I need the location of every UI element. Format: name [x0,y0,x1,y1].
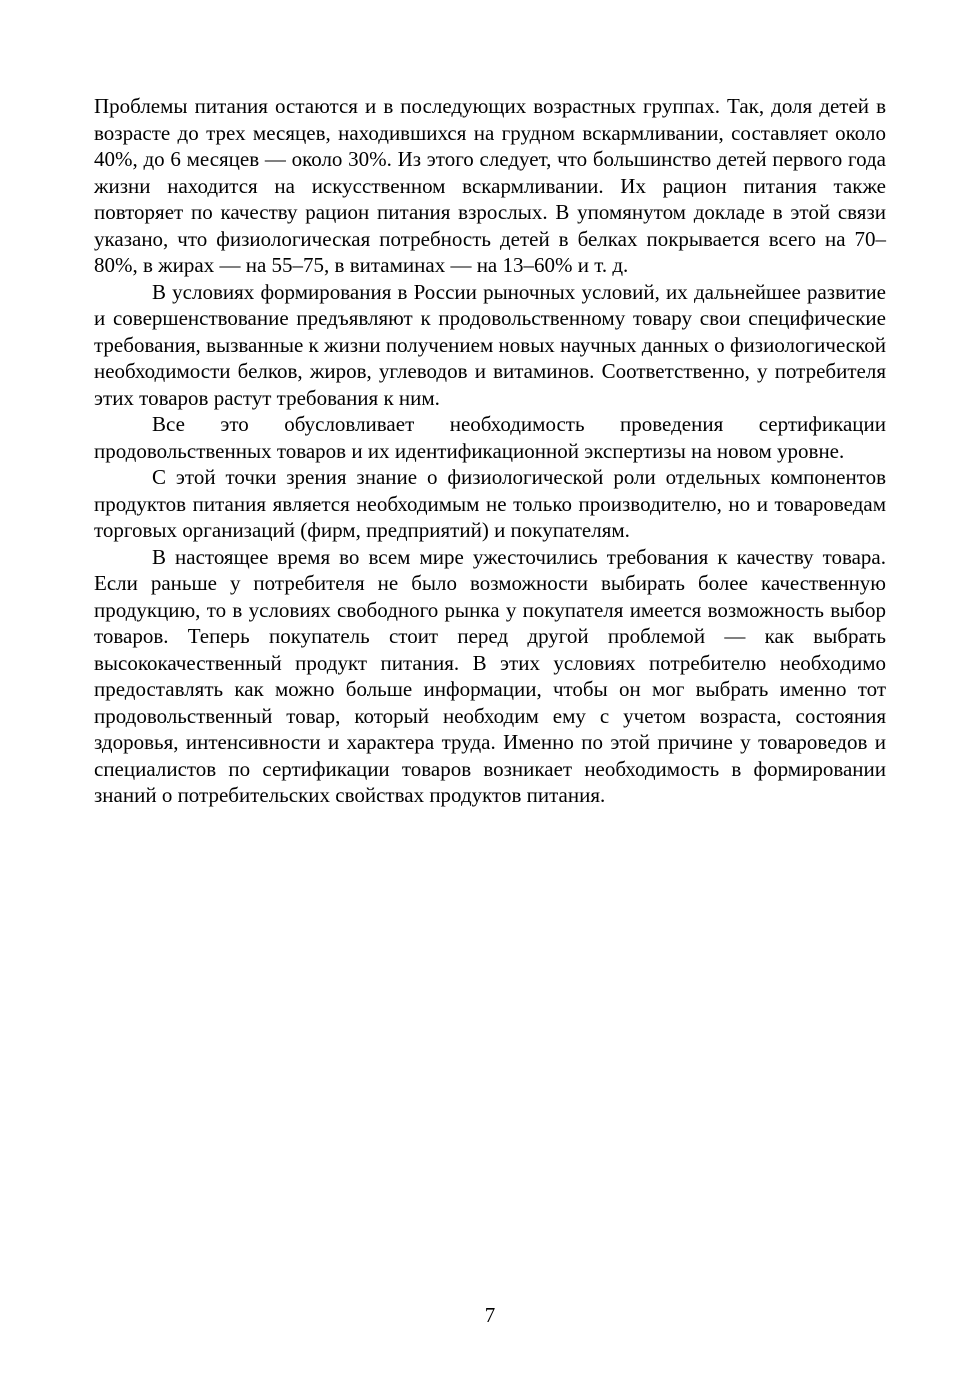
paragraph-physiological-role: С этой точки зрения знание о физиологической роли отдельных компонентов продуктов питания является необходимым не только производителю, но и товароведам торговых организаций (фирм, предприятий) и покупателям. [94,465,886,542]
page-number: 7 [484,1303,496,1327]
page-body [94,93,886,809]
paragraph-quality-requirements: В настоящее время во всем мире ужесточились требования к качеству товара. Если раньше у потребителя не было возможности выбирать более качественную продукцию, то в условиях свободного рынка у покупателя имеется возможность выбор товаров. Теперь покупатель стоит перед другой проблемой — как выбрать высококачественный продукт питания. В этих условиях потребителю необходимо предоставлять как можно больше информации, чтобы он мог выбрать именно тот продовольственный товар, который необходим ему с учетом возраста, состояния здоровья, интенсивности и характера труда. Именно по этой причине у товароведов и специалистов по сертификации товаров возникает необходимость в формировании знаний о потребительских свойствах продуктов питания. [94,544,886,807]
paragraph-certification-need: Все это обусловливает необходимость проведения сертификации продовольственных товаров и их идентификационной экспертизы на новом уровне. [94,412,886,463]
paragraph-market-conditions: В условиях формирования в России рыночных условий, их дальнейшее развитие и совершенствование предъявляют к продовольственному товару свои специфические требования, вызванные к жизни получением новых научных данных о физиологической необходимости белков, жиров, углеводов и витаминов. Соответственно, у потребителя этих товаров растут требования к ним. [94,279,886,410]
paragraph-nutrition-problems: Проблемы питания остаются и в последующих возрастных группах. Так, доля детей в возрасте до трех месяцев, находившихся на грудном вскармливании, составляет около 40%, до 6 месяцев — около 30%. Из этого следует, что большинство детей первого года жизни находится на искусственном вскармливании. Их рацион питания также повторяет по качеству рацион питания взрослых. В упомянутом докладе в этой связи указано, что физиологическая потребность детей в белках покрывается всего на 70–80%, в жирах — на 55–75, в витаминах — на 13–60% и т. д. [94,94,886,277]
